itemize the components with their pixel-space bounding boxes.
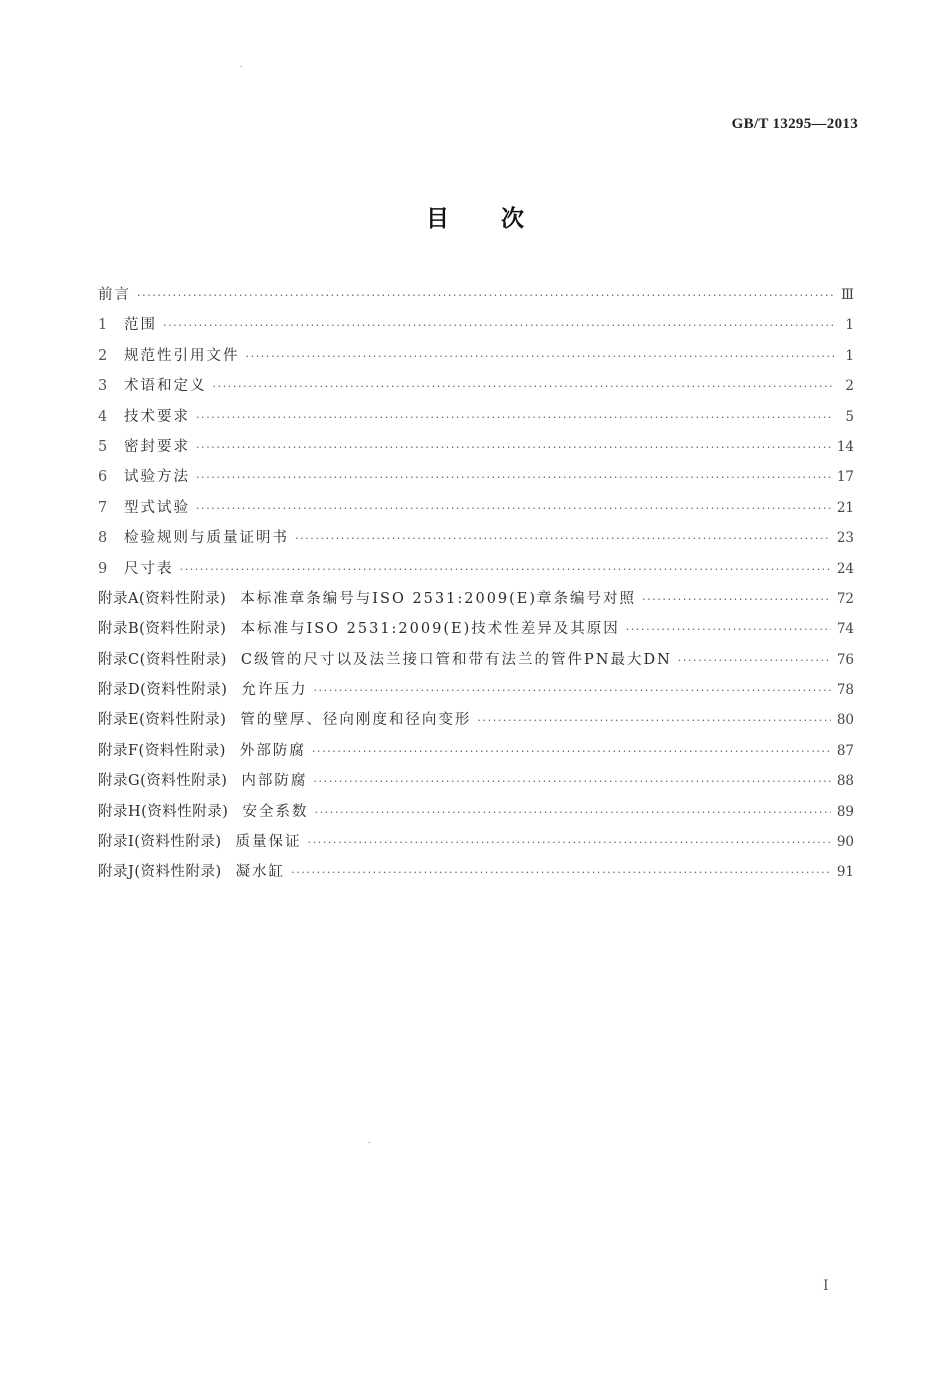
- toc-dot-leader: [313, 676, 830, 706]
- toc-dot-leader: [626, 615, 831, 645]
- toc-entry-title: C级管的尺寸以及法兰接口管和带有法兰的管件PN最大DN: [240, 651, 672, 668]
- toc-entry-number: 9: [98, 560, 108, 577]
- page-number: Ⅰ: [823, 1278, 829, 1294]
- toc-entry-page: 23: [836, 530, 854, 547]
- toc-entry[interactable]: [98, 705, 854, 735]
- toc-entry-page: 74: [836, 621, 854, 638]
- toc-entry[interactable]: [98, 736, 854, 766]
- toc-entry-title: 试验方法: [124, 469, 190, 486]
- toc-dot-leader: [314, 798, 830, 828]
- toc-entry-title: 密封要求: [124, 438, 190, 455]
- toc-entry-page: 78: [836, 682, 854, 699]
- toc-entry-title: 质量保证: [235, 834, 302, 851]
- toc-dot-leader: [642, 585, 831, 615]
- toc-entry[interactable]: [98, 523, 854, 553]
- toc-entry-number: 3: [98, 378, 108, 395]
- toc-entry-title: 管的壁厚、径向刚度和径向变形: [240, 712, 472, 729]
- toc-annex-label: 附录B(资料性附录): [98, 621, 227, 638]
- toc-dot-leader: [213, 372, 835, 402]
- toc-entry-title: 术语和定义: [124, 378, 207, 395]
- toc-entry[interactable]: [98, 766, 854, 796]
- toc-list: [98, 280, 854, 888]
- toc-entry-title: 安全系数: [242, 803, 309, 820]
- toc-annex-label: 附录C(资料性附录): [98, 651, 227, 668]
- scan-speck: [240, 66, 242, 67]
- toc-entry-number: 2: [98, 347, 108, 364]
- toc-dot-leader: [678, 646, 831, 676]
- toc-entry-title: 检验规则与质量证明书: [124, 530, 289, 547]
- toc-entry-number: 4: [98, 408, 108, 425]
- toc-dot-leader: [196, 494, 831, 524]
- toc-entry-page: 2: [845, 378, 854, 395]
- toc-entry-page: 72: [836, 590, 854, 607]
- toc-entry[interactable]: [98, 857, 854, 887]
- toc-entry-page: 80: [836, 712, 854, 729]
- toc-entry-page: 87: [836, 742, 854, 759]
- toc-entry[interactable]: [98, 341, 854, 371]
- toc-entry[interactable]: [98, 797, 854, 827]
- toc-entry-page: 89: [836, 803, 854, 820]
- toc-entry-page: 5: [845, 408, 854, 425]
- toc-entry-page: 1: [845, 347, 854, 364]
- toc-annex-label: 附录D(资料性附录): [98, 682, 228, 699]
- toc-dot-leader: [308, 828, 831, 858]
- toc-entry-title: 范围: [124, 317, 157, 334]
- toc-entry-page: 91: [836, 864, 854, 881]
- toc-entry-number: 5: [98, 438, 108, 455]
- toc-dot-leader: [196, 463, 831, 493]
- toc-entry-number: 1: [98, 317, 108, 334]
- toc-entry-title: 尺寸表: [124, 560, 174, 577]
- toc-entry-number: 6: [98, 469, 108, 486]
- toc-entry-page: 14: [836, 438, 854, 455]
- toc-annex-label: 附录J(资料性附录): [98, 864, 222, 881]
- toc-entry-title: 技术要求: [124, 408, 190, 425]
- toc-annex-label: 附录E(资料性附录): [98, 712, 227, 729]
- toc-entry-title: 前言: [98, 287, 131, 303]
- toc-entry-title: 凝水缸: [235, 864, 286, 881]
- toc-annex-label: 附录I(资料性附录): [98, 834, 222, 851]
- toc-entry[interactable]: [98, 280, 854, 310]
- toc-entry-title: 允许压力: [241, 682, 308, 699]
- toc-dot-leader: [196, 403, 834, 433]
- toc-entry[interactable]: [98, 493, 854, 523]
- toc-entry-page: 1: [845, 317, 854, 334]
- toc-entry[interactable]: [98, 584, 854, 614]
- toc-annex-label: 附录G(资料性附录): [98, 773, 228, 790]
- toc-dot-leader: [312, 737, 831, 767]
- toc-entry-title: 本标准与ISO 2531:2009(E)技术性差异及其原因: [240, 621, 620, 638]
- toc-entry-number: 7: [98, 499, 108, 516]
- toc-dot-leader: [246, 342, 835, 372]
- toc-entry[interactable]: [98, 827, 854, 857]
- toc-dot-leader: [163, 311, 834, 341]
- toc-entry-page: 76: [836, 651, 854, 668]
- toc-annex-label: 附录F(资料性附录): [98, 742, 226, 759]
- toc-entry-page: 90: [836, 834, 854, 851]
- toc-dot-leader: [291, 858, 831, 888]
- toc-entry-title: 规范性引用文件: [124, 347, 240, 364]
- toc-entry-page: 17: [836, 469, 854, 486]
- standard-code: GB/T 13295—2013: [731, 116, 858, 132]
- toc-entry-number: 8: [98, 530, 108, 547]
- toc-entry[interactable]: [98, 402, 854, 432]
- toc-entry[interactable]: [98, 310, 854, 340]
- toc-entry[interactable]: [98, 614, 854, 644]
- toc-dot-leader: [477, 706, 830, 736]
- toc-entry-title: 型式试验: [124, 499, 190, 516]
- toc-dot-leader: [180, 555, 831, 585]
- toc-entry-title: 外部防腐: [239, 742, 306, 759]
- toc-entry-title: 内部防腐: [241, 773, 308, 790]
- toc-entry-page: 24: [836, 560, 854, 577]
- toc-dot-leader: [196, 433, 831, 463]
- toc-entry[interactable]: [98, 462, 854, 492]
- toc-entry[interactable]: [98, 645, 854, 675]
- toc-annex-label: 附录H(资料性附录): [98, 803, 229, 820]
- toc-entry-title: 本标准章条编号与ISO 2531:2009(E)章条编号对照: [240, 590, 637, 607]
- toc-entry[interactable]: [98, 554, 854, 584]
- toc-title: 目次: [426, 206, 576, 232]
- toc-dot-leader: [313, 767, 830, 797]
- toc-entry-page: Ⅲ: [840, 287, 854, 303]
- toc-entry-page: 21: [836, 499, 854, 516]
- toc-annex-label: 附录A(资料性附录): [98, 590, 227, 607]
- toc-entry[interactable]: [98, 432, 854, 462]
- toc-dot-leader: [295, 524, 831, 554]
- toc-entry[interactable]: [98, 675, 854, 705]
- scan-speck: [368, 1142, 370, 1143]
- toc-entry-page: 88: [836, 773, 854, 790]
- toc-entry[interactable]: [98, 371, 854, 401]
- toc-dot-leader: [137, 281, 834, 311]
